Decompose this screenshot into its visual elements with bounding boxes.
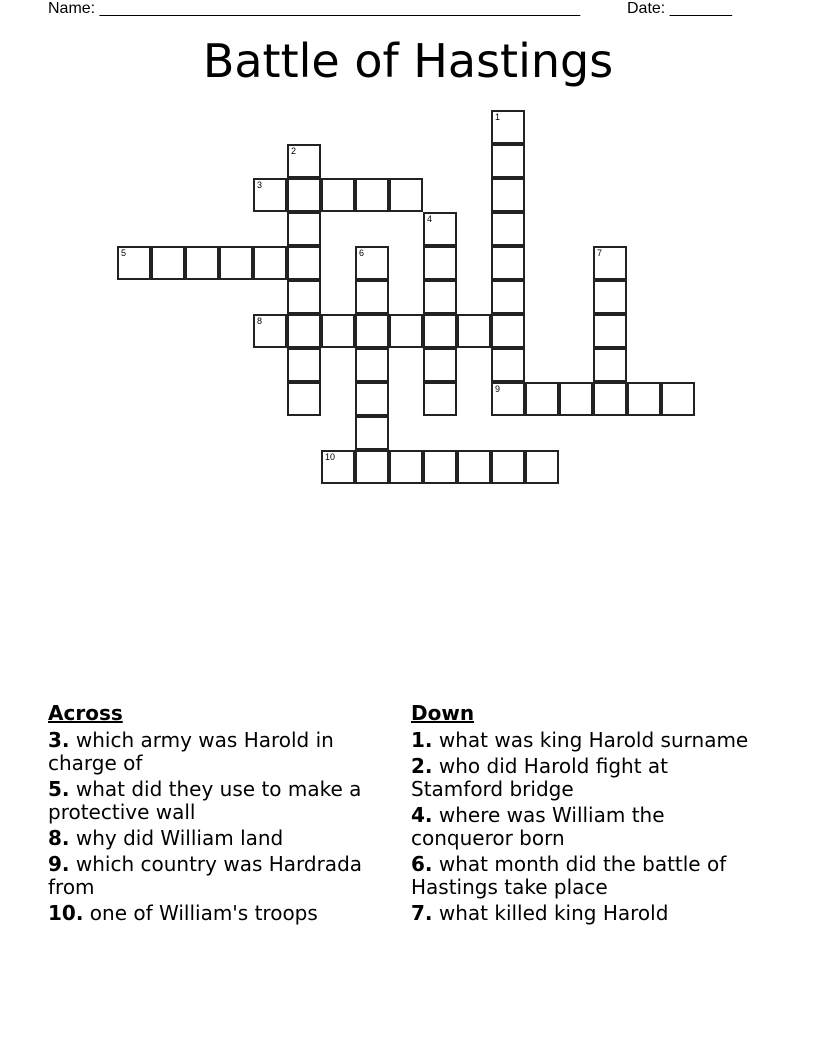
crossword-cell[interactable] xyxy=(287,246,321,280)
clue-down-7 xyxy=(411,902,751,925)
clue-number: 2. xyxy=(411,754,433,778)
crossword-cell[interactable] xyxy=(491,144,525,178)
crossword-cell[interactable] xyxy=(491,280,525,314)
crossword-cell[interactable] xyxy=(389,178,423,212)
crossword-cell[interactable] xyxy=(253,178,287,212)
cell-number: 3 xyxy=(257,180,263,190)
crossword-cell[interactable] xyxy=(423,246,457,280)
crossword-cell[interactable] xyxy=(321,314,355,348)
clue-number: 4. xyxy=(411,803,433,827)
clue-down-6 xyxy=(411,853,751,899)
crossword-cell[interactable] xyxy=(423,450,457,484)
crossword-cell[interactable] xyxy=(593,280,627,314)
crossword-cell[interactable] xyxy=(355,246,389,280)
crossword-cell[interactable] xyxy=(355,314,389,348)
down-heading: Down xyxy=(411,701,475,725)
crossword-cell[interactable] xyxy=(287,382,321,416)
crossword-grid xyxy=(0,0,816,500)
clue-text: where was William the conqueror born xyxy=(411,803,665,850)
clue-across-5 xyxy=(48,778,388,824)
cell-number: 1 xyxy=(495,112,501,122)
crossword-cell[interactable] xyxy=(253,314,287,348)
crossword-cell[interactable] xyxy=(321,450,355,484)
crossword-cell[interactable] xyxy=(525,382,559,416)
crossword-cell[interactable] xyxy=(287,144,321,178)
crossword-cell[interactable] xyxy=(491,110,525,144)
clue-across-9 xyxy=(48,853,388,899)
crossword-cell[interactable] xyxy=(593,348,627,382)
clue-number: 1. xyxy=(411,728,433,752)
clue-number: 8. xyxy=(48,826,70,850)
crossword-cell[interactable] xyxy=(661,382,695,416)
crossword-cell[interactable] xyxy=(287,178,321,212)
clue-number: 5. xyxy=(48,777,70,801)
clue-text: which country was Hardrada from xyxy=(48,852,363,899)
crossword-cell[interactable] xyxy=(355,450,389,484)
crossword-cell[interactable] xyxy=(389,314,423,348)
crossword-cell[interactable] xyxy=(491,348,525,382)
crossword-cell[interactable] xyxy=(287,348,321,382)
crossword-cell[interactable] xyxy=(457,450,491,484)
clue-number: 10. xyxy=(48,901,84,925)
crossword-cell[interactable] xyxy=(423,280,457,314)
crossword-cell[interactable] xyxy=(389,450,423,484)
cell-number: 9 xyxy=(495,384,501,394)
clue-number: 9. xyxy=(48,852,70,876)
crossword-cell[interactable] xyxy=(321,178,355,212)
crossword-cell[interactable] xyxy=(117,246,151,280)
crossword-cell[interactable] xyxy=(423,348,457,382)
crossword-cell[interactable] xyxy=(593,246,627,280)
crossword-cell[interactable] xyxy=(491,246,525,280)
cell-number: 7 xyxy=(597,248,603,258)
cell-number: 6 xyxy=(359,248,365,258)
crossword-cell[interactable] xyxy=(491,212,525,246)
crossword-cell[interactable] xyxy=(491,178,525,212)
crossword-cell[interactable] xyxy=(287,212,321,246)
clue-text: who did Harold fight at Stamford bridge xyxy=(411,754,668,801)
crossword-cell[interactable] xyxy=(151,246,185,280)
clue-number: 7. xyxy=(411,901,433,925)
clue-down-1 xyxy=(411,729,751,752)
clue-text: which army was Harold in charge of xyxy=(48,728,334,775)
date-field[interactable]: Date: _______ xyxy=(627,0,732,17)
crossword-cell[interactable] xyxy=(355,416,389,450)
clue-text: what killed king Harold xyxy=(438,901,669,925)
crossword-cell[interactable] xyxy=(185,246,219,280)
cell-number: 10 xyxy=(325,452,336,462)
clue-across-8 xyxy=(48,827,388,850)
crossword-cell[interactable] xyxy=(593,382,627,416)
clue-text: what was king Harold surname xyxy=(438,728,749,752)
crossword-cell[interactable] xyxy=(355,348,389,382)
crossword-cell[interactable] xyxy=(423,382,457,416)
clue-across-10 xyxy=(48,902,388,925)
clue-text: what did they use to make a protective wall xyxy=(48,777,362,824)
down-clues xyxy=(411,702,751,928)
crossword-cell[interactable] xyxy=(355,382,389,416)
clue-number: 6. xyxy=(411,852,433,876)
cell-number: 2 xyxy=(291,146,297,156)
crossword-cell[interactable] xyxy=(287,314,321,348)
crossword-cell[interactable] xyxy=(253,246,287,280)
clue-text: why did William land xyxy=(75,826,284,850)
crossword-cell[interactable] xyxy=(491,450,525,484)
crossword-cell[interactable] xyxy=(287,280,321,314)
crossword-cell[interactable] xyxy=(525,450,559,484)
clue-text: what month did the battle of Hastings take place xyxy=(411,852,727,899)
crossword-cell[interactable] xyxy=(219,246,253,280)
crossword-cell[interactable] xyxy=(491,314,525,348)
name-field[interactable]: Name: ______________________________________________________ xyxy=(48,0,581,17)
clue-down-2 xyxy=(411,755,751,801)
clue-down-4 xyxy=(411,804,751,850)
cell-number: 5 xyxy=(121,248,127,258)
crossword-cell[interactable] xyxy=(593,314,627,348)
crossword-cell[interactable] xyxy=(627,382,661,416)
across-clues xyxy=(48,702,388,928)
crossword-cell[interactable] xyxy=(355,178,389,212)
crossword-cell[interactable] xyxy=(457,314,491,348)
clue-across-3 xyxy=(48,729,388,775)
crossword-cell[interactable] xyxy=(559,382,593,416)
cell-number: 4 xyxy=(427,214,433,224)
clue-text: one of William's troops xyxy=(89,901,318,925)
clue-number: 3. xyxy=(48,728,70,752)
page-title: Battle of Hastings xyxy=(202,34,614,88)
crossword-cell[interactable] xyxy=(491,382,525,416)
crossword-cell[interactable] xyxy=(423,314,457,348)
crossword-cell[interactable] xyxy=(423,212,457,246)
cell-number: 8 xyxy=(257,316,263,326)
crossword-cell[interactable] xyxy=(355,280,389,314)
across-heading: Across xyxy=(48,701,123,725)
